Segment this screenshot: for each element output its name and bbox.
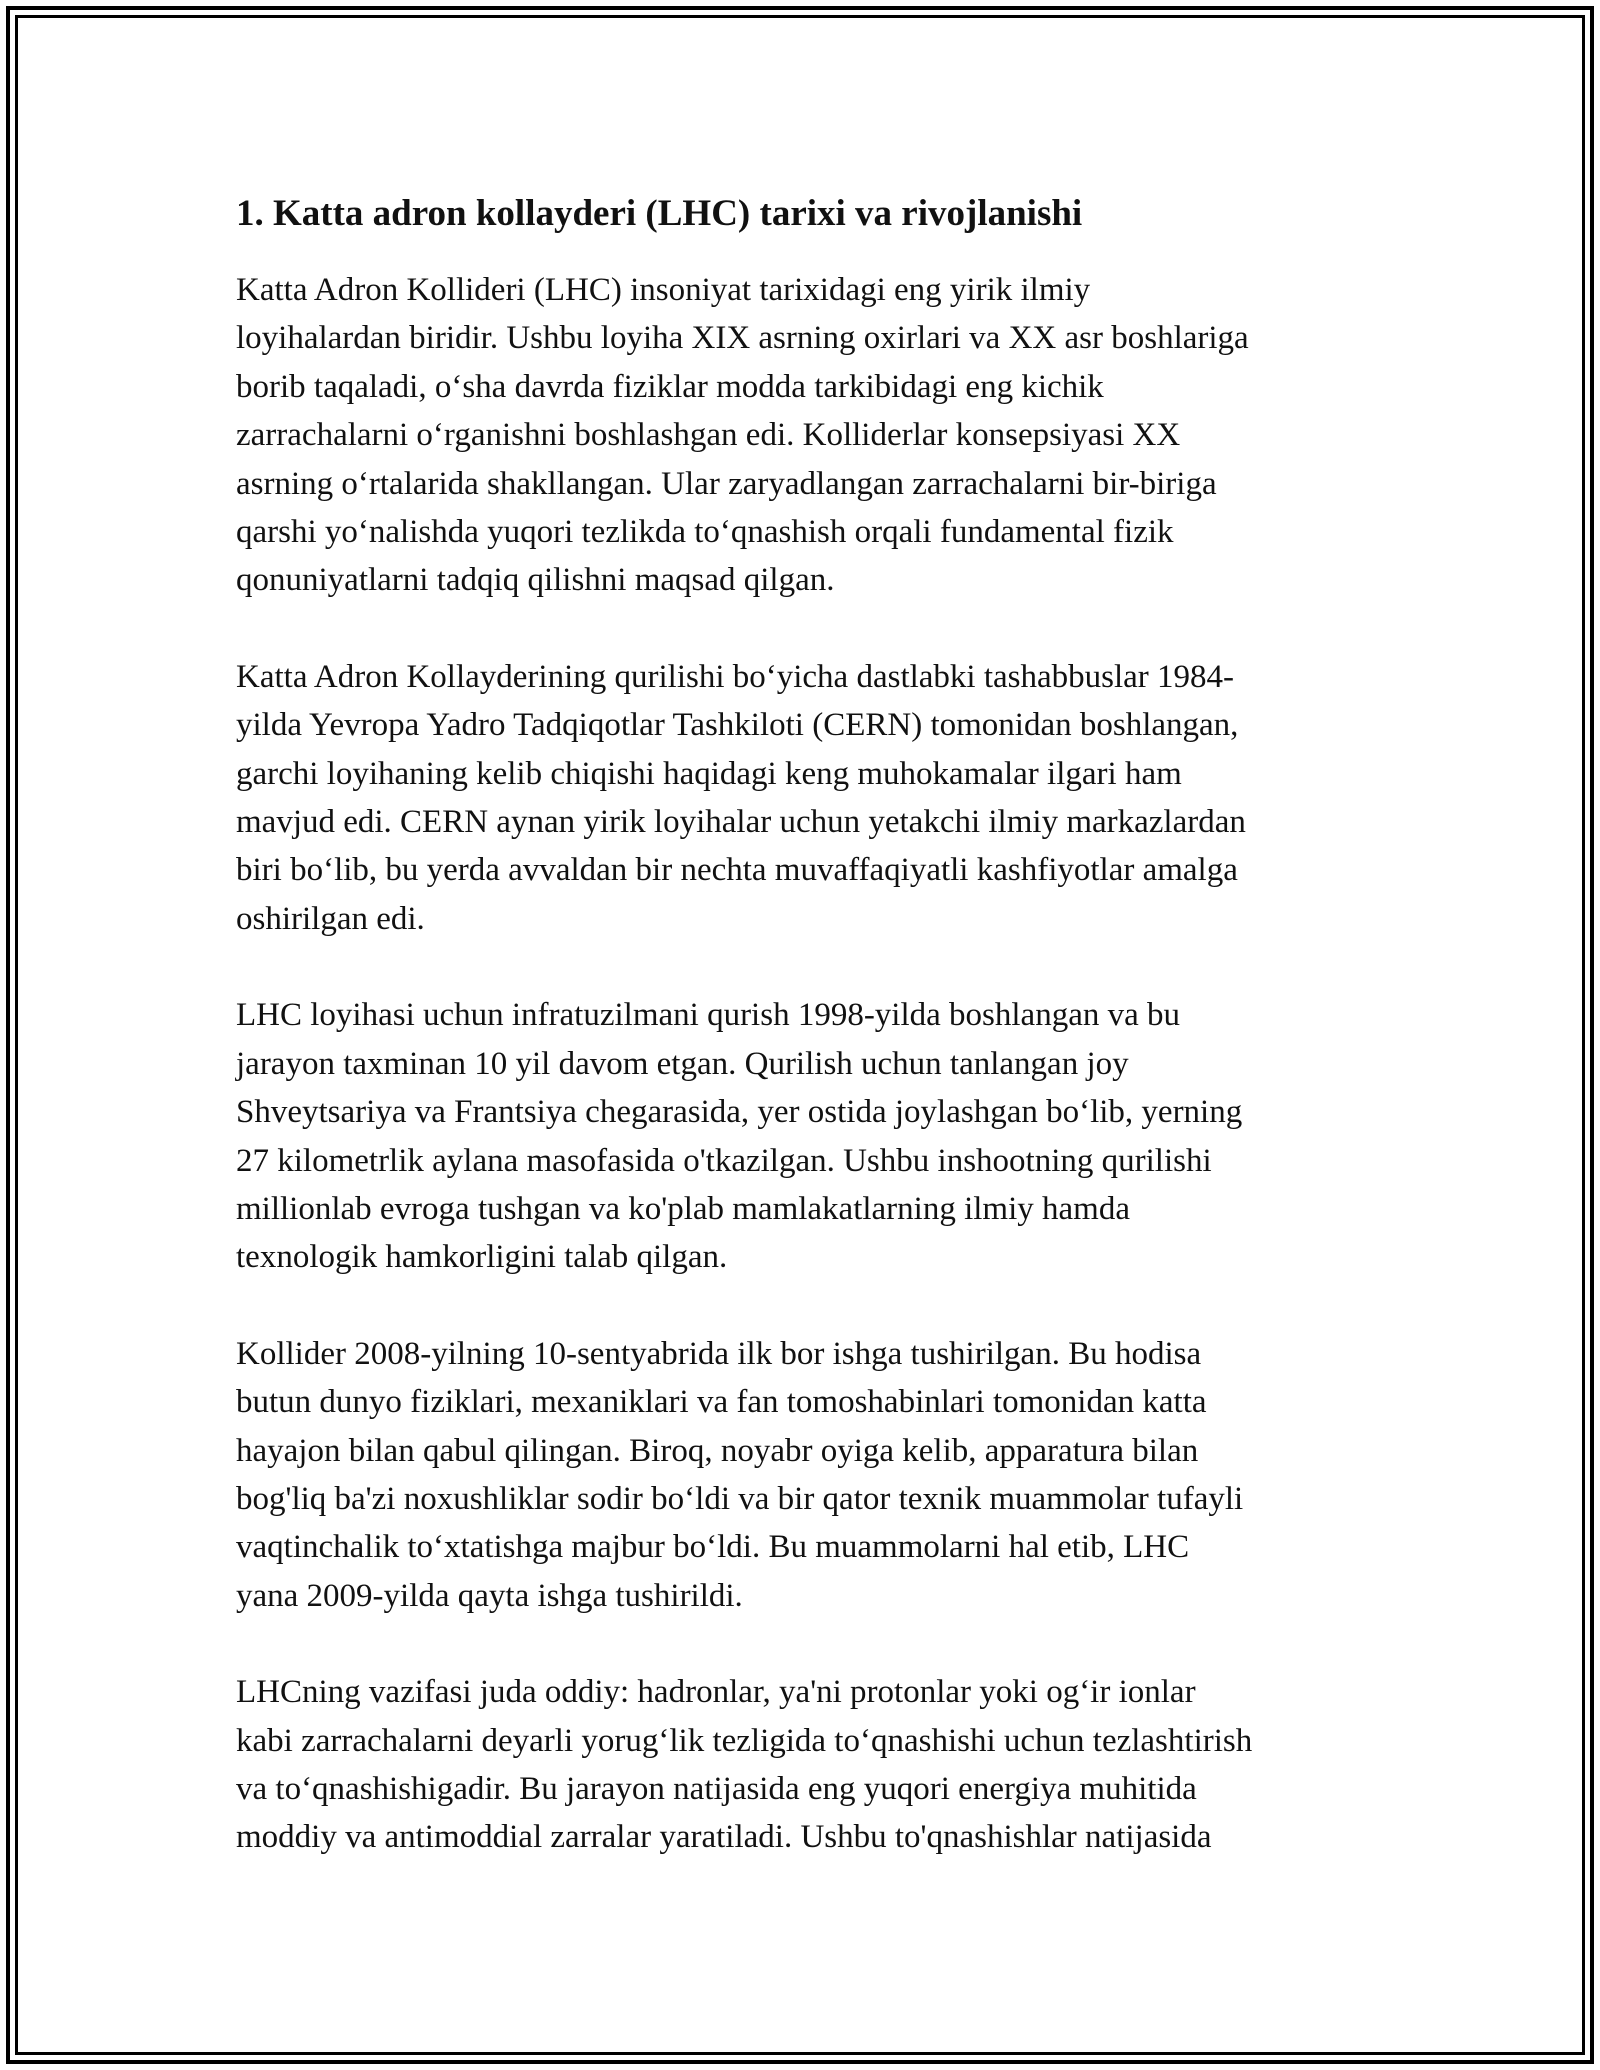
text-line: mavjud edi. CERN aynan yirik loyihalar uchun yetakchi ilmiy markazlardan [236,804,1246,841]
text-line: 27 kilometrlik aylana masofasida o'tkazilgan. Ushbu inshootning qurilishi [236,1142,1212,1179]
text-line: asrning o‘rtalarida shakllangan. Ular zaryadlangan zarrachalarni bir-biriga [236,465,1217,502]
text-line: borib taqaladi, o‘sha davrda fiziklar modda tarkibidagi eng kichik [236,368,1104,405]
text-line: Shveytsariya va Frantsiya chegarasida, yer ostida joylashgan bo‘lib, yerning [236,1094,1243,1131]
paragraph-1 [236,266,1376,605]
text-line: millionlab evroga tushgan va ko'plab mamlakatlarning ilmiy hamda [236,1190,1130,1227]
text-line: LHC loyihasi uchun infratuzilmani qurish 1998-yilda boshlangan va bu [236,997,1180,1034]
paragraph-2 [236,653,1376,943]
text-line: Kollider 2008-yilning 10-sentyabrida ilk bor ishga tushirilgan. Bu hodisa [236,1335,1202,1372]
document-body [236,184,1376,1910]
text-line: texnologik hamkorligini talab qilgan. [236,1239,728,1276]
text-line: garchi loyihaning kelib chiqishi haqidagi keng muhokamalar ilgari ham [236,755,1182,792]
text-line: jarayon taxminan 10 yil davom etgan. Qurilish uchun tanlangan joy [236,1045,1129,1082]
section-heading: 1. Katta adron kollayderi (LHC) tarixi va rivojlanishi [236,193,1083,234]
text-line: Katta Adron Kollayderining qurilishi bo‘yicha dastlabki tashabbuslar 1984- [236,658,1235,695]
text-line: hayajon bilan qabul qilingan. Biroq, noyabr oyiga kelib, apparatura bilan [236,1432,1199,1469]
text-line: Katta Adron Kollideri (LHC) insoniyat tarixidagi eng yirik ilmiy [236,272,1091,308]
paragraph-4 [236,1330,1376,1620]
text-line: yana 2009-yilda qayta ishga tushirildi. [236,1577,743,1614]
text-line: oshirilgan edi. [236,900,425,937]
text-line: biri bo‘lib, bu yerda avvaldan bir nechta muvaffaqiyatli kashfiyotlar amalga [236,852,1238,889]
text-line: zarrachalarni o‘rganishni boshlashgan edi. Kolliderlar konsepsiyasi XX [236,417,1181,454]
text-line: bog'liq ba'zi noxushliklar sodir bo‘ldi va bir qator texnik muammolar tufayli [236,1480,1244,1517]
text-line: loyihalardan biridir. Ushbu loyiha XIX asrning oxirlari va XX asr boshlariga [236,320,1249,357]
text-line: kabi zarrachalarni deyarli yorug‘lik tezligida to‘qnashishi uchun tezlashtirish [236,1722,1253,1759]
text-line: yilda Yevropa Yadro Tadqiqotlar Tashkiloti (CERN) tomonidan boshlangan, [236,707,1239,744]
text-line: qonuniyatlarni tadqiq qilishni maqsad qilgan. [236,562,835,599]
text-line: va to‘qnashishigadir. Bu jarayon natijasida eng yuqori energiya muhitida [236,1770,1197,1807]
text-line: LHCning vazifasi juda oddiy: hadronlar, ya'ni protonlar yoki og‘ir ionlar [236,1674,1196,1711]
paragraph-5 [236,1668,1376,1862]
text-line: butun dunyo fiziklari, mexaniklari va fan tomoshabinlari tomonidan katta [236,1384,1207,1421]
paragraph-3 [236,991,1376,1281]
text-line: vaqtinchalik to‘xtatishga majbur bo‘ldi. Bu muammolarni hal etib, LHC [236,1529,1190,1566]
text-line: moddiy va antimoddial zarralar yaratiladi. Ushbu to'qnashishlar natijasida [236,1819,1212,1856]
text-line: qarshi yo‘nalishda yuqori tezlikda to‘qnashish orqali fundamental fizik [236,514,1174,551]
